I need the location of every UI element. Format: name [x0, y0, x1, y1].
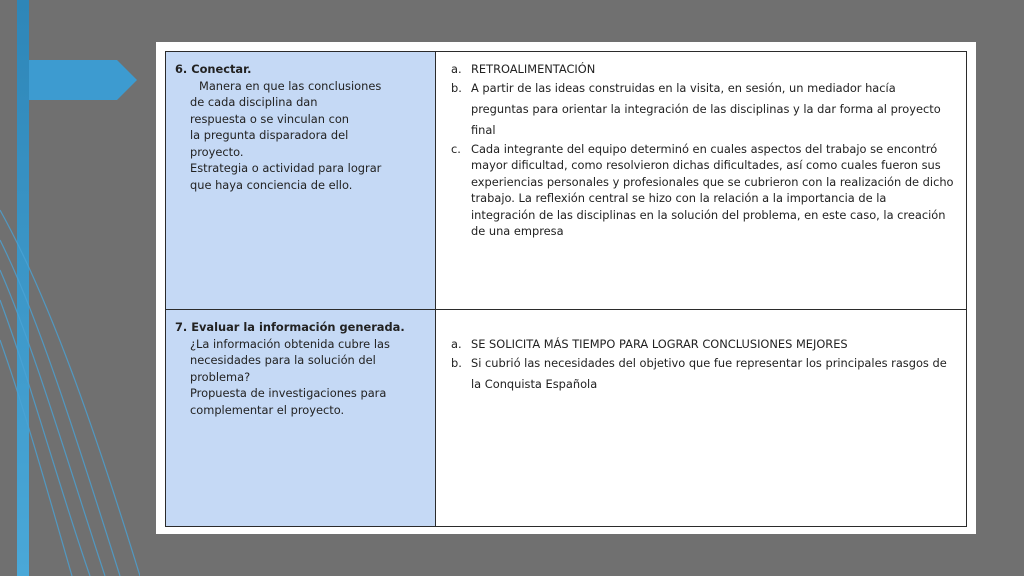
- row-6-left-cell: [166, 52, 436, 310]
- list-item: [448, 336, 954, 353]
- list-item: [448, 78, 954, 141]
- row-text: necesidades para la solución del: [190, 353, 376, 367]
- row-text: ¿La información obtenida cubre las: [190, 336, 390, 351]
- row-text: que haya conciencia de ello.: [190, 177, 353, 192]
- decorative-lines: [0, 200, 140, 576]
- row-heading: 7. Evaluar la información generada.: [175, 320, 405, 334]
- list-marker: c.: [451, 141, 461, 156]
- list-text: SE SOLICITA MÁS TIEMPO PARA LOGRAR CONCLUSIONES MEJORES: [471, 337, 848, 351]
- list-marker: a.: [451, 337, 462, 351]
- row-text: complementar el proyecto.: [190, 402, 345, 417]
- list-text: Cada integrante del equipo determinó en cuales aspectos del trabajo se encontró mayor dificultad, como resolvieron dichas dificultades, así como cuales fueron sus experiencias personales y profesionales que se cubrieron con la realización de dicho trabajo. La reflexión central se hizo con la relación a la importancia de la integración de las disciplinas en la solución del problema, en este caso, la creación de una empresa: [471, 141, 954, 238]
- row-text: Propuesta de investigaciones para: [190, 386, 387, 400]
- list-text: Si cubrió las necesidades del objetivo que fue representar los principales rasgos de la Conquista Española: [471, 355, 947, 391]
- list-marker: a.: [451, 62, 462, 76]
- list-marker: b.: [451, 80, 462, 95]
- row-text: respuesta o se vinculan con: [190, 111, 350, 126]
- list-item: [448, 353, 954, 395]
- row-7-right-cell: [436, 310, 967, 527]
- row-7-left-cell: [166, 310, 436, 527]
- row-text: la pregunta disparadora del: [190, 128, 349, 142]
- row-heading: 6. Conectar.: [175, 62, 252, 76]
- list-text: RETROALIMENTACIÓN: [471, 62, 596, 76]
- row-text: Manera en que las conclusiones: [199, 78, 382, 93]
- list-item: [448, 141, 954, 240]
- list-marker: b.: [451, 355, 462, 370]
- table-row: [166, 52, 967, 310]
- row-text: Estrategia o actividad para lograr: [190, 161, 382, 175]
- row-text: de cada disciplina dan: [190, 95, 318, 109]
- row-6-right-cell: [436, 52, 967, 310]
- row-text: proyecto.: [190, 144, 244, 159]
- slide-content: [156, 42, 976, 534]
- row-text: problema?: [190, 369, 251, 384]
- activity-table: [165, 51, 967, 527]
- decorative-arrow: [29, 60, 137, 100]
- list-item: [448, 61, 954, 78]
- response-list: [448, 61, 954, 240]
- list-text: A partir de las ideas construidas en la visita, en sesión, un mediador hacía preguntas para orientar la integración de las disciplinas y la dar forma al proyecto final: [471, 80, 941, 137]
- response-list: [448, 336, 954, 395]
- table-row: [166, 310, 967, 527]
